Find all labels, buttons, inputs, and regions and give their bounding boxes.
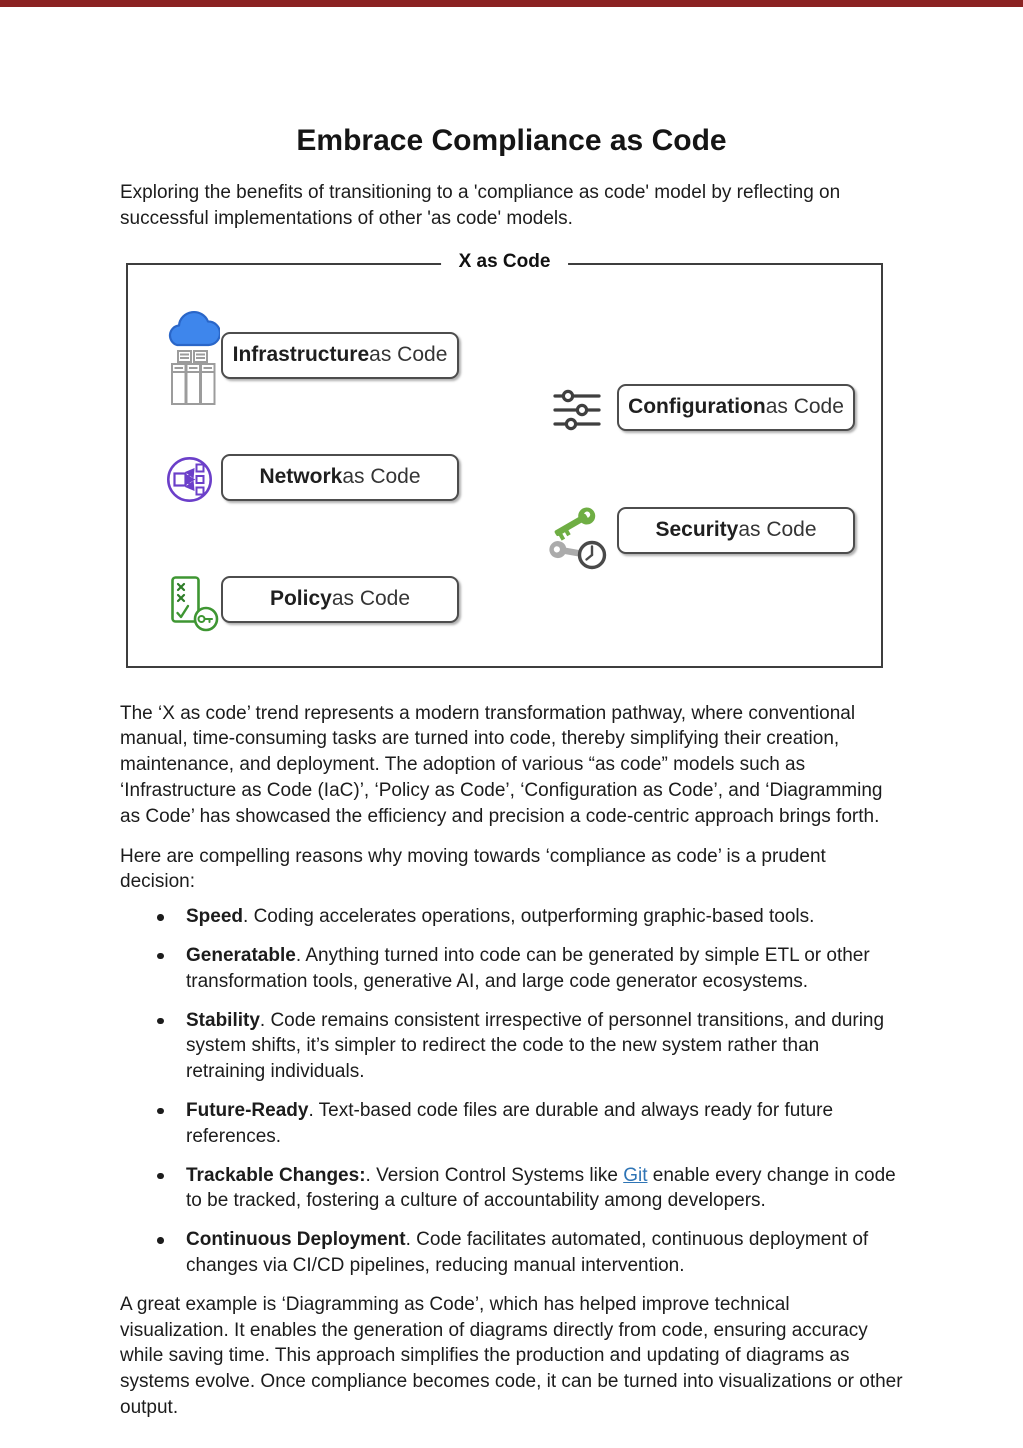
bullet-term: Continuous Deployment [186,1229,406,1251]
bullet-text: enable every change in code to be tracked, fostering a culture of accountability among developers. [186,1164,896,1212]
node-label-suffix: as Code [342,465,421,489]
node-label-bold: Configuration [628,395,766,419]
reasons-list [120,904,903,1279]
list-item-future-ready [186,1098,903,1150]
node-label-suffix: as Code [765,395,844,419]
node-network-as-code [221,454,459,501]
list-item-continuous-deployment [186,1227,903,1279]
node-label-suffix: as Code [331,587,411,611]
node-label-suffix: as Code [369,343,448,367]
diagram-title: X as Code [441,251,569,273]
bullet-text: . Code facilitates automated, continuous deployment of changes via CI/CD pipelines, reducing manual intervention. [186,1229,869,1276]
bullet-text: . Code remains consistent irrespective of personnel transitions, and during system shifts, it’s simpler to redirect the code to the new system rather than retraining individuals. [186,1009,885,1083]
node-label-bold: Security [655,518,739,542]
node-infrastructure-as-code [221,332,459,379]
checklist-key-icon [168,575,220,633]
x-as-code-diagram [126,250,883,668]
node-configuration-as-code [617,384,855,431]
bullet-term: Generatable [186,944,296,966]
closing-paragraph: A great example is ‘Diagramming as Code’, which has helped improve technical visualization. It enables the generation of diagrams directly from code, ensuring accuracy while saving time. This approach simplifies the production and updating of diagrams as systems evolve. Once compliance becomes code, it can be turned into visualizations or other output. [120,1293,903,1418]
list-item-generatable [186,943,903,995]
bullet-term: Future-Ready [186,1099,309,1121]
bullet-term: Stability [186,1009,260,1031]
node-label-suffix: as Code [738,518,817,542]
bullet-text: . Anything turned into code can be generated by simple ETL or other transformation tools, generative AI, and large code generator ecosystems. [186,944,870,992]
list-item-stability [186,1008,903,1085]
node-label-bold: Policy [269,587,332,611]
sliders-icon [552,385,602,435]
cloud-servers-icon [166,309,220,411]
page-title: Embrace Compliance as Code [296,124,727,157]
keys-clock-icon [547,502,611,572]
list-item-speed [186,904,903,930]
bullet-text: . Text-based code files are durable and always ready for future references. [186,1099,834,1147]
bullet-term: Speed [186,906,244,928]
node-policy-as-code [221,576,459,623]
node-security-as-code [617,507,855,554]
body-paragraph-trend: The ‘X as code’ trend represents a modern transformation pathway, where conventional manual, time-consuming tasks are turned into code, thereby simplifying their creation, maintenance, and deployment. The adoption of various “as code” models such as ‘Infrastructure as Code (IaC)’, ‘Policy as Code’, ‘Configuration as Code’, and ‘Diagramming as Code’ has showcased the efficiency and precision a code-centric approach brings forth. [120,702,883,827]
node-label-bold: Network [259,465,343,489]
intro-paragraph: Exploring the benefits of transitioning to a 'compliance as code' model by reflecting on successful implementations of other 'as code' models. [120,182,841,229]
bullet-term: Trackable Changes: [186,1164,366,1186]
list-item-trackable-changes [186,1163,903,1215]
body-paragraph-reasons-intro: Here are compelling reasons why moving towards ‘compliance as code’ is a prudent decision: [120,845,826,893]
network-fanout-icon [166,456,213,503]
bullet-text: . Coding accelerates operations, outperforming graphic-based tools. [243,906,815,928]
git-link[interactable]: Git [623,1164,648,1186]
node-label-bold: Infrastructure [232,343,370,367]
bullet-text: . Version Control Systems like [365,1164,624,1186]
